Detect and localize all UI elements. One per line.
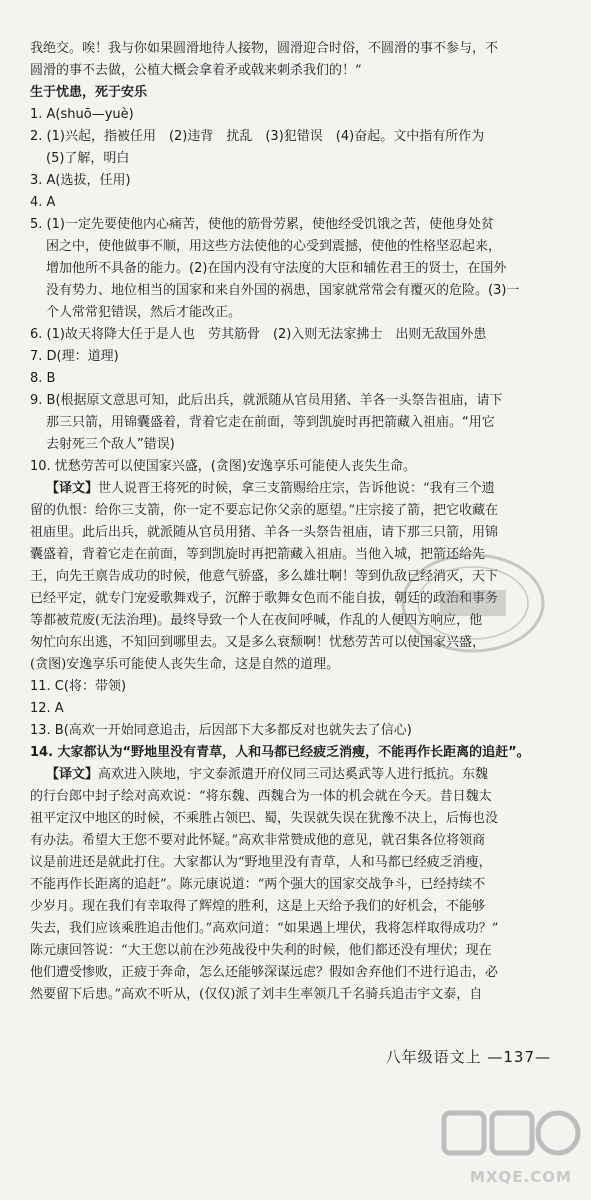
text-line: 留的仇恨：给你三支箭，你一定不要忘记你父亲的愿望。”庄宗接了箭，把它收藏在 [30, 503, 499, 518]
page-footer: 八年级语文上 —137— [385, 1048, 551, 1066]
text-line: 议是前进还是就此打住。大家都认为“野地里没有青草，人和马都已经疲乏消瘦， [30, 855, 492, 870]
translation-paragraph [30, 764, 573, 786]
text-line: 少岁月。现在我们有幸取得了辉煌的胜利，这是上天给予我们的好机会，不能够 [30, 899, 486, 914]
answer-item: 9. B(根据原文意思可知，此后出兵，就派随从官员用猪、羊各一头祭告祖庙，请下 [30, 393, 503, 408]
watermark-stamp [398, 548, 548, 658]
translation-paragraph [30, 478, 573, 500]
answer-item: 2. (1)兴起，指被任用 (2)违背 扰乱 (3)犯错误 (4)奋起。文中指有所作为 [30, 129, 485, 144]
answer-item-continued: 困之中，使他做事不顺，用这些方法使他的心受到震撼，使他的性格坚忍起来， [46, 239, 502, 254]
text-line: 世人说晋王将死的时候，拿三支箭赐给庄宗，告诉他说：“我有三个遗 [98, 481, 495, 496]
text-line: 有办法。希望大王您不要对此怀疑。”高欢非常赞成他的意见，就召集各位将领商 [30, 833, 486, 848]
answer-item: 8. B [30, 371, 56, 386]
text-line: 不能再作长距离的追赶”。陈元康说道：“两个强大的国家交战争斗，已经持续不 [30, 877, 486, 892]
text-line: 祖平定汉中地区的时候，不乘胜占领巴、蜀，失误就失误在犹豫不决上，后悔也没 [30, 811, 499, 826]
answer-item-continued: (5)了解，明白 [46, 151, 130, 166]
text-line: 圆滑的事不去做，公植大概会拿着矛或戟来刺杀我们的！” [30, 63, 362, 78]
answer-item: 4. A [30, 195, 56, 210]
text-line: 我绝交。唉！我与你如果圆滑地待人接物，圆滑迎合时俗，不圆滑的事不参与，不 [30, 41, 499, 56]
answer-item: 11. C(将：带领) [30, 679, 127, 694]
text-line: 已经平定，就专门宠爱歌舞戏子，沉醉于歌舞女色而不能自拔，朝廷的政治和事务 [30, 591, 499, 606]
text-line: 失去，我们应该乘胜追击他们。”高欢问道：“如果遇上埋伏，我将怎样取得成功？” [30, 921, 499, 936]
answer-item: 1. A(shuō—yuè) [30, 107, 134, 122]
translation-tag: 【译文】 [46, 767, 99, 782]
answer-item: 12. A [30, 701, 64, 716]
text-line: 匆忙向东出逃，不知回到哪里去。又是多么衰颓啊！忧愁劳苦可以使国家兴盛， [30, 635, 486, 650]
answer-item: 10. 忧愁劳苦可以使国家兴盛，(贪图)安逸享乐可能使人丧失生命。 [30, 459, 416, 474]
text-line: 陈元康回答说：“大王您以前在沙苑战役中失利的时候，他们都还没有埋伏；现在 [30, 943, 492, 958]
text-line: 然要留下后患。”高欢不听从，(仅仅)派了刘丰生率领几千名骑兵追击宇文泰，自 [30, 987, 483, 1002]
text-line: 祖庙里。此后出兵，就派随从官员用猪、羊各一头祭告祖庙，请下那三只箭，用锦 [30, 525, 499, 540]
watermark-url: MXQE.COM [470, 1168, 572, 1186]
answer-item: 5. (1)一定先要使他内心痛苦，使他的筋骨劳累，使他经受饥饿之苦，使他身处贫 [30, 217, 494, 232]
answer-item: 6. (1)故天将降大任于是人也 劳其筋骨 (2)入则无法家拂士 出则无敌国外患 [30, 327, 487, 342]
section-heading: 生于忧患，死于安乐 [30, 85, 148, 100]
answer-item: 7. D(理：道理) [30, 349, 119, 364]
text-line: 他们遭受惨败，正疲于奔命，怎么还能够深谋远虑？假如舍弃他们不进行追击，必 [30, 965, 499, 980]
answer-item-continued: 没有势力、地位相当的国家和来自外国的祸患，国家就常常会有覆灭的危险。(3)一 [46, 283, 520, 298]
answer-item: 13. B(高欢一开始同意追击，后因部下大多都反对也就失去了信心) [30, 723, 412, 738]
answer-item-continued: 去射死三个敌人”错误) [46, 437, 175, 452]
text-line: 高欢进入陕地，宇文泰派遣开府仪同三司达奚武等人进行抵抗。东魏 [98, 767, 489, 782]
answer-item: 14. 大家都认为“野地里没有青草，人和马都已经疲乏消瘦，不能再作长距离的追赶”。 [30, 745, 530, 760]
translation-tag: 【译文】 [46, 481, 99, 496]
answer-item: 3. A(选拔，任用) [30, 173, 131, 188]
text-line: (贪图)安逸享乐可能使人丧失生命，这是自然的道理。 [30, 657, 340, 672]
text-line: 等都被荒废(无法治理)。最终导致一个人在夜间呼喊，作乱的人便四方响应，他 [30, 613, 483, 628]
answer-item-continued: 增加他所不具备的能力。(2)在国内没有守法度的大臣和辅佐君王的贤士，在国外 [46, 261, 507, 276]
answer-item-continued: 那三只箭，用锦囊盛着，背着它走在前面，等到凯旋时再把箭藏入祖庙。“用它 [46, 415, 495, 430]
text-line: 的行台郎中封子绘对高欢说：“将东魏、西魏合为一体的机会就在今天。昔日魏太 [30, 789, 492, 804]
answer-item-continued: 个人常常犯错误，然后才能改正。 [46, 305, 242, 320]
text-line: 囊盛着，背着它走在前面，等到凯旋时再把箭藏入祖庙。当他入城，把箭还给先 [30, 547, 486, 562]
text-line: 王，向先王禀告成功的时候，他意气骄盛，多么雄壮啊！等到仇敌已经消灭，天下 [30, 569, 499, 584]
